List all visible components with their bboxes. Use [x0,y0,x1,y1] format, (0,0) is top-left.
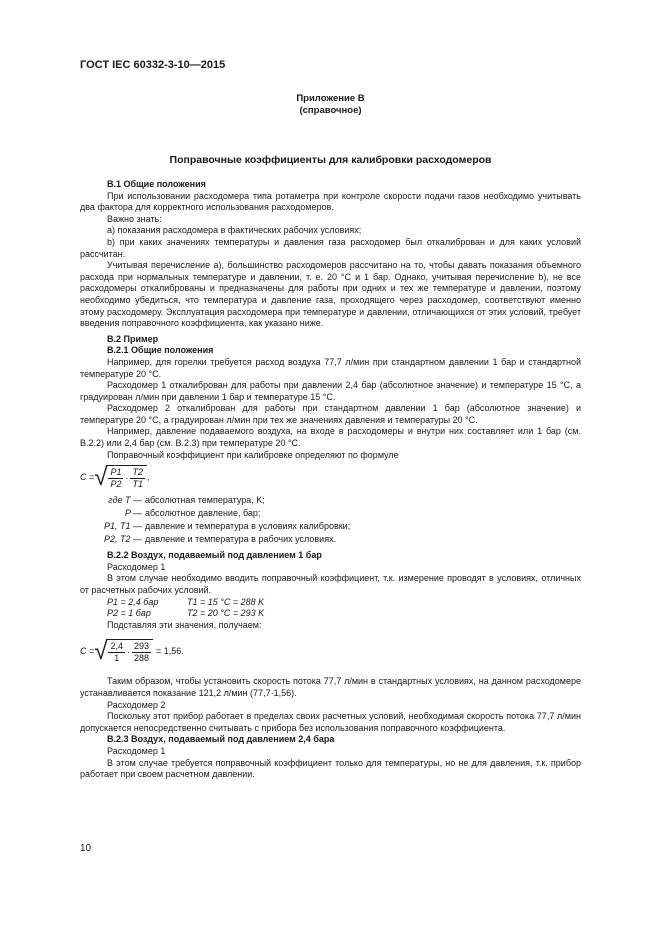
section-b1-heading: B.1 Общие положения [107,179,206,189]
formula-lhs: C = [80,646,95,657]
values-row: P2 = 1 бар T2 = 20 °C = 293 K [107,608,265,619]
paragraph: Подставляя эти значения, получаем: [107,619,262,630]
list-item: b) при каких значениях температуры и давления газа расходомер был откалиброван и для каких условий рассчитан. [80,236,581,259]
paragraph: В этом случае требуется поправочный коэффициент только для температуры, но не для давления, т.к. прибор работает при своем расчетном давлении. [80,757,581,780]
sqrt-sign: √ $\frac{2,4}{1}$ · $\frac{293}{288}$ [94,639,153,664]
formula-p1: P1 [110,467,122,478]
meter-label: Расходомер 1 [107,561,166,572]
section-b2-heading: B.2 Пример [107,333,159,344]
body-content [80,175,581,781]
paragraph: Важно знать: [107,213,162,224]
paragraph: Учитывая перечисление a), большинство расходомеров рассчитано на то, чтобы давать показания объемного расхода при нормальных температуре и давлении, т. е. 20 °C и 1 бар. Однако, учитывая перечисление b), не все расходомеры откалиброваны и предназначены для работы при одних и тех же температуре и давлении, поэтому необходимо убедиться, что температура и давление газа, проходящего через расходомер, соответствуют именно этому расходомеру. Эксплуатация расходомера при температуре и давлении, отличающихся от этих условий, требует введения поправочного коэффициента, как указано ниже. [80,260,581,329]
formula-result: = 1,56. [155,646,184,657]
definition-row: P2, T2 — давление и температура в рабочих условиях. [103,534,337,545]
paragraph: Расходомер 1 откалиброван для работы при давлении 2,4 бар (абсолютное значение) и температуре 15 °C, а градуирован л/мин при давлении 1 бар и температуре 15 °C. [80,380,581,402]
paragraph: Например, для горелки требуется расход воздуха 77,7 л/мин при стандартном давлении 1 бар и стандартной температуре 20 °C. [80,356,581,379]
paragraph: Поскольку этот прибор работает в пределах своих расчетных условий, необходимая скорость потока 77,7 л/мин допускается непосредственно считывать с прибора без использования поправочного коэффициента. [80,711,581,733]
formula-end: , [146,471,150,482]
section-b21-heading: B.2.1 Общие положения [107,345,214,356]
meter-label: Расходомер 2 [107,699,166,710]
values-row: P1 = 2,4 бар T1 = 15 °C = 288 K [107,596,265,607]
formula-dot: · [125,472,129,483]
definition-row: где T — абсолютная температура, K; [108,495,265,506]
formula-p2: P2 [110,479,122,490]
formula-t1: T1 [132,479,143,490]
list-item: a) показания расходомера в фактических рабочих условиях; [107,225,362,236]
formula-t2: T2 [132,467,143,478]
standard-header: ГОСТ IEC 60332-3-10—2015 [80,59,226,71]
paragraph: Таким образом, чтобы установить скорость потока 77,7 л/мин в стандартных условиях, на данном расходомере устанавливается показание 121,2 л/мин (77,7·1,56). [80,676,581,698]
page-number: 10 [80,843,92,854]
meter-label: Расходомер 1 [107,745,166,756]
section-b22-heading: B.2.2 Воздух, подаваемый под давлением 1 бар [107,550,322,561]
sqrt-sign: √ $\frac{P1}{P2}$ · $\frac{T2}{T1}$ [94,465,147,490]
paragraph: В этом случае необходимо вводить поправочный коэффициент, т.к. измерение проводят в условиях, отличных от расчетных рабочих условий. [80,573,581,596]
annex-title: Приложение B [296,93,365,104]
definition-row: P1, T1 — давление и температура в условиях калибровки; [103,521,351,532]
formula-numeric [80,639,581,664]
paragraph: Например, давление подаваемого воздуха, на входе в расходомеры и внутри них составляет или 1 бар (см. B.2.2) или 2,4 бар (см. B.2.3) при температуре 20 °C. [80,426,581,449]
section-b23-heading: B.2.3 Воздух, подаваемый под давлением 2,4 бара [107,734,335,745]
main-title: Поправочные коэффициенты для калибровки расходомеров [169,154,492,166]
paragraph: Расходомер 2 откалиброван для работы при стандартном давлении 1 бар (абсолютное значение) и температуре 20 °C, а градуирован л/мин при тех же значениях давления и температуры 20 °C. [80,403,581,425]
formula-general [80,465,581,490]
formula-lhs: C = [80,471,95,482]
annex-subtitle: (справочное) [299,105,362,116]
definition-row: P — абсолютное давление, бар; [124,508,261,519]
paragraph: При использовании расходомера типа ротаметра при контроле скорости подачи газов необходимо учитывать два фактора для корректного использования расходомеров. [80,190,581,213]
paragraph: Поправочный коэффициент при калибровке определяют по формуле [107,449,399,460]
